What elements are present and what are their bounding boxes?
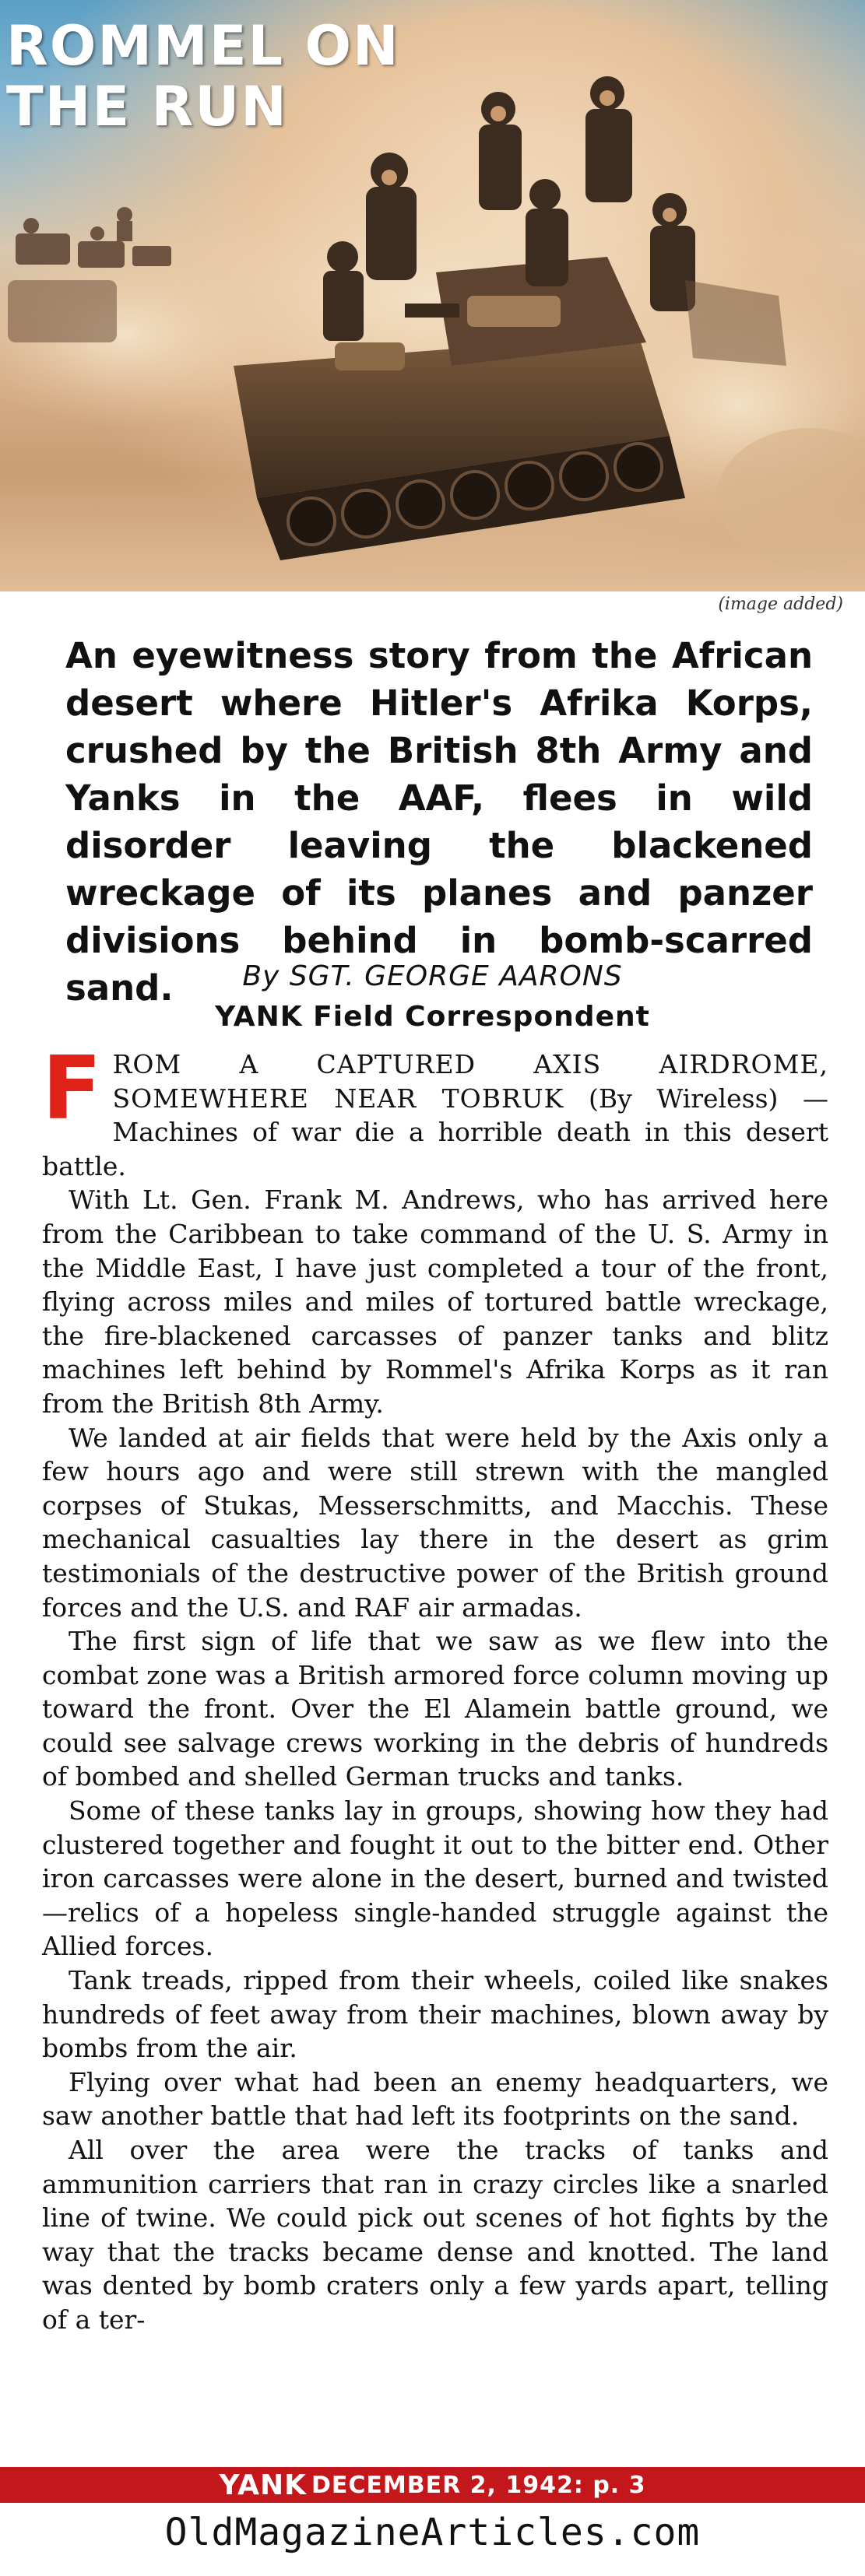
lead-caps: ROM A CAPTURED AXIS AIRDROME, SOMEWHERE NEAR TOBRUK [112,1049,828,1114]
article-deck: An eyewitness story from the African desert where Hitler's Afrika Korps, crushed by the British 8th Army and Yanks in the AAF, flees in wild disorder leaving the blackened wreckage of its planes and panzer divisions behind in bomb-scarred sand. [65,635,813,1009]
byline-role: YANK Field Correspondent [215,1001,650,1033]
paragraph: We landed at air fields that were held by the Axis only a few hours ago and were still strewn with the mangled corpses of Stukas, Messerschmitts, and Macchis. These mechanical casualties lay there in the desert as grim testimonials of the destructive power of the British ground forces and the U.S. and RAF air armadas. [42,1422,828,1623]
headline-line-2: THE RUN [6,75,288,139]
paragraph: The first sign of life that we saw as we flew into the combat zone was a British armored force column moving up toward the front. Over the El Alamein battle ground, we could see salvage crews working in the debris of hundreds of bombed and shelled German trucks and tanks. [42,1626,828,1792]
magazine-name: YANK [219,2469,307,2501]
site-link[interactable]: OldMagazineArticles.com [164,2511,701,2554]
paragraph: All over the area were the tracks of tanks and ammunition carriers that ran in crazy circles like a snarled line of twine. We could pick out scenes of hot fights by the way that the tracks became dense and knotted. The land was dented by bomb craters only a few yards apart, telling of a ter- [42,2135,828,2335]
drop-cap: F [42,1038,102,1139]
headline-line-1: ROMMEL ON [6,14,400,78]
headline [6,16,400,137]
lead-paragraph [42,1038,829,1183]
image-caption: (image added) [718,595,843,614]
issue-info: DECEMBER 2, 1942: p. 3 [311,2471,646,2499]
byline-author: By SGT. GEORGE AARONS [242,960,623,992]
paragraph: Flying over what had been an enemy headquarters, we saw another battle that had left its footprints on the sand. [42,2066,828,2132]
paragraph: With Lt. Gen. Frank M. Andrews, who has arrived here from the Caribbean to take command of the U. S. Army in the Middle East, I have just completed a tour of the front, flying across miles and miles of tortured battle wreckage, the fire-blackened carcasses of panzer tanks and blitz machines left behind by Rommel's Afrika Korps as it ran from the British 8th Army. [42,1184,828,1419]
article-body [42,1038,829,2337]
lead-rest: (By Wireless) — Machines of war die a horrible death in this desert battle. [42,1083,829,1181]
footer-bar [0,2467,865,2503]
paragraph: Tank treads, ripped from their wheels, coiled like snakes hundreds of feet away from their machines, blown away by bombs from the air. [42,1965,828,2064]
paragraph: Some of these tanks lay in groups, showing how they had clustered together and fought it out to the bitter end. Other iron carcasses were alone in the desert, burned and twisted—relics of a hopeless single-handed struggle against the Allied forces. [42,1795,828,1962]
hero-photo [0,0,865,591]
